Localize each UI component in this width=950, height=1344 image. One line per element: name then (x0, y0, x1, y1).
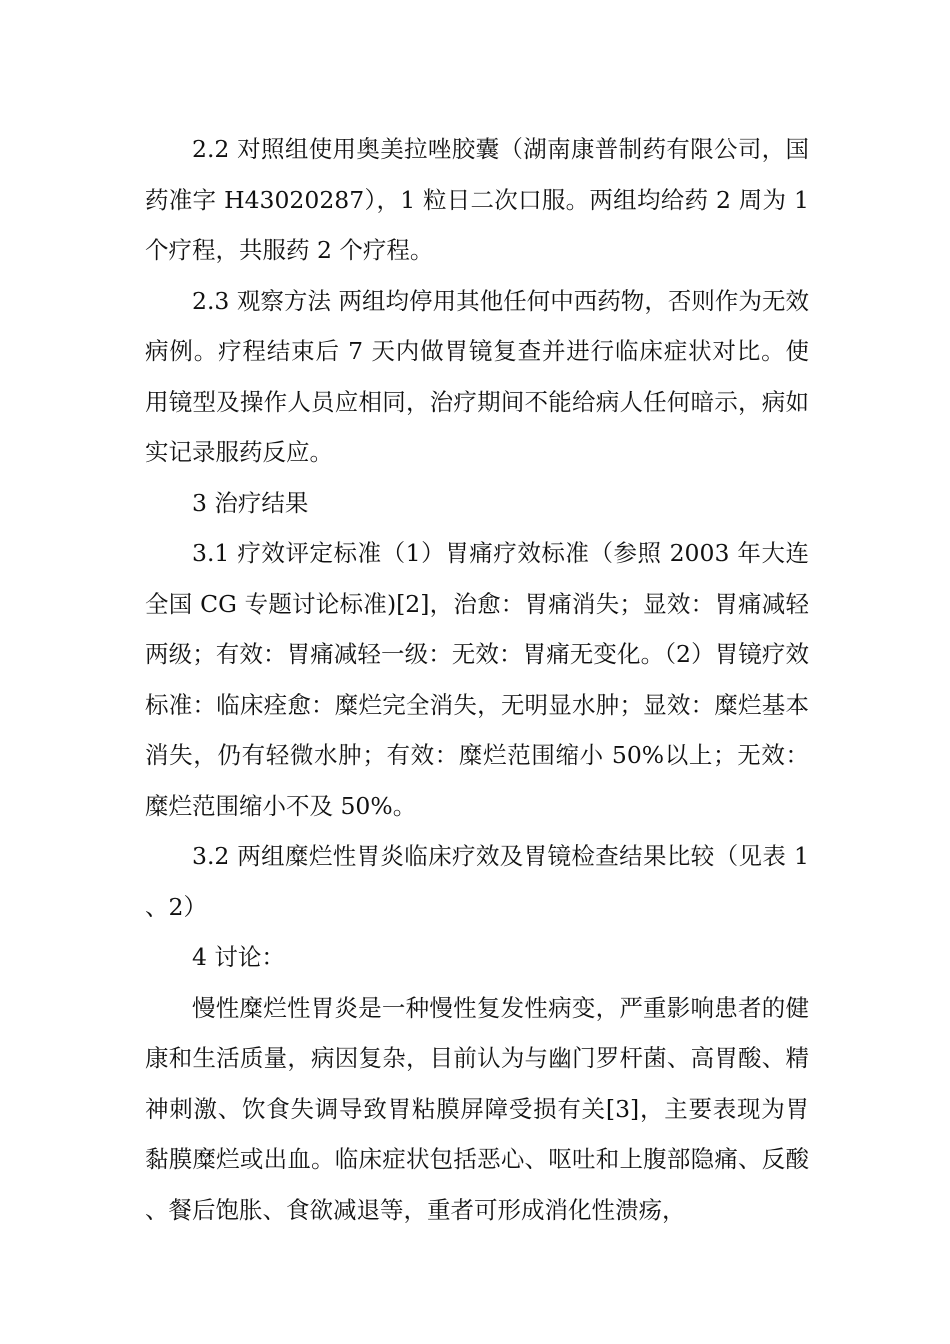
paragraph-observation-method: 2.3 观察方法 两组均停用其他任何中西药物，否则作为无效病例。疗程结束后 7 天内做胃镜复查并进行临床症状对比。使用镜型及操作人员应相同，治疗期间不能给病人任何暗示，病如实记录服药反应。 (145, 286, 809, 466)
document-body (145, 124, 809, 1235)
paragraph-results-comparison: 3.2 两组糜烂性胃炎临床疗效及胃镜检查结果比较（见表 1、2） (145, 842, 809, 921)
paragraph-efficacy-criteria: 3.1 疗效评定标准（1）胃痛疗效标准（参照 2003 年大连全国 CG 专题讨论标准)[2]，治愈：胃痛消失；显效：胃痛减轻两级；有效：胃痛减轻一级：无效：胃痛无变化。（2）胃镜疗效标准：临床痊愈：糜烂完全消失，无明显水肿；显效：糜烂基本消失，仍有轻微水肿；有效：糜烂范围缩小 50%以上；无效：糜烂范围缩小不及 50%。 (145, 539, 809, 820)
heading-treatment-results: 3 治疗结果 (192, 488, 309, 517)
heading-discussion: 4 讨论： (192, 943, 285, 971)
paragraph-control-group: 2.2 对照组使用奥美拉唑胶囊（湖南康普制药有限公司，国药准字 H43020287），1 粒日二次口服。两组均给药 2 周为 1 个疗程，共服药 2 个疗程。 (145, 135, 809, 264)
paragraph-discussion: 慢性糜烂性胃炎是一种慢性复发性病变，严重影响患者的健康和生活质量，病因复杂，目前认为与幽门罗杆菌、高胃酸、精神刺激、饮食失调导致胃粘膜屏障受损有关[3]，主要表现为胃黏膜糜烂或出血。临床症状包括恶心、呕吐和上腹部隐痛、反酸、餐后饱胀、食欲减退等，重者可形成消化性溃疡， (145, 993, 809, 1224)
